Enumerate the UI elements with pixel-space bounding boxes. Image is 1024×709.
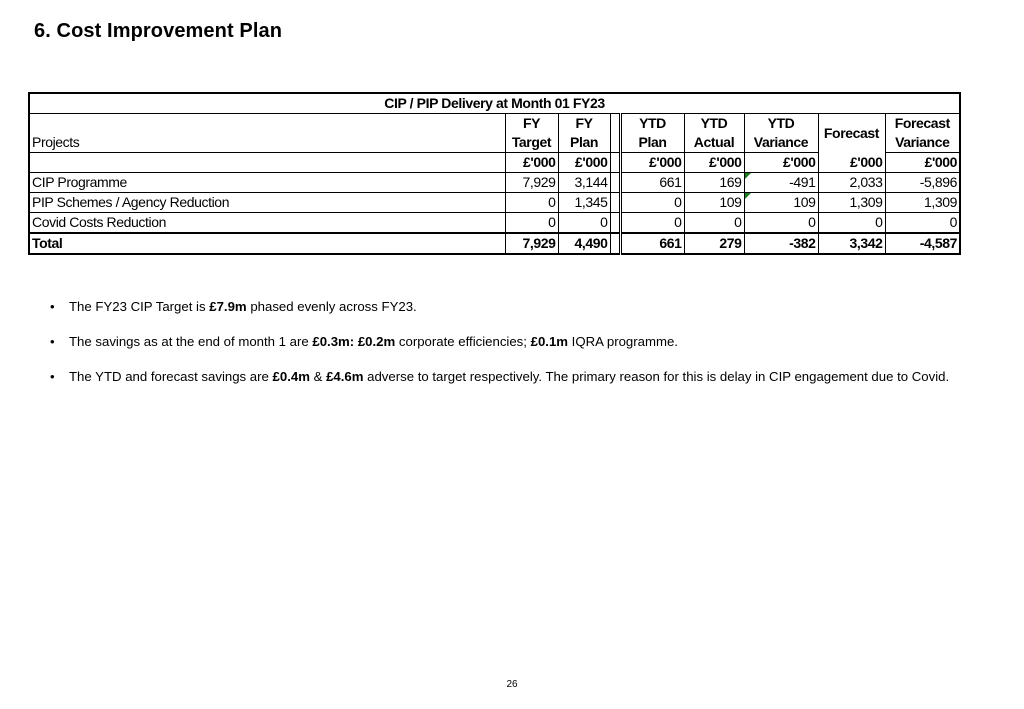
unit-label: £'000: [558, 153, 610, 173]
total-fy-plan: 4,490: [558, 233, 610, 254]
row-project-name: CIP Programme: [29, 173, 505, 193]
row-project-name: PIP Schemes / Agency Reduction: [29, 193, 505, 213]
total-ytd-variance: -382: [744, 233, 818, 254]
cip-table-container: [28, 92, 959, 255]
table-title: CIP / PIP Delivery at Month 01 FY23: [29, 93, 960, 114]
header-ytd-plan-2: Plan: [620, 133, 684, 153]
cell-fy-target: 7,929: [505, 173, 558, 193]
cell-fy-plan: 1,345: [558, 193, 610, 213]
total-fy-target: 7,929: [505, 233, 558, 254]
header-ytd-actual: YTD: [684, 114, 744, 134]
total-ytd-plan: 661: [620, 233, 684, 254]
header-forecast-variance: Forecast: [885, 114, 960, 134]
comment-flag-icon: [745, 173, 751, 179]
bullet-dot-icon: •: [50, 334, 55, 349]
table-row: [29, 213, 960, 234]
header-fy-target: FY: [505, 114, 558, 134]
cell-fy-target: 0: [505, 193, 558, 213]
cell-fy-plan: 3,144: [558, 173, 610, 193]
unit-label: £'000: [744, 153, 818, 173]
cell-forecast: 2,033: [818, 173, 885, 193]
page-number: 26: [506, 679, 518, 690]
cell-ytd-actual: 169: [684, 173, 744, 193]
cell-fy-target: 0: [505, 213, 558, 234]
cell-forecast: 0: [818, 213, 885, 234]
bullet-dot-icon: •: [50, 299, 55, 314]
header-ytd-plan: YTD: [620, 114, 684, 134]
header-forecast: Forecast: [818, 114, 885, 153]
row-project-name: Covid Costs Reduction: [29, 213, 505, 234]
bullet-item: • The FY23 CIP Target is £7.9m phased evenly across FY23.: [50, 299, 417, 314]
header-row-1: [29, 114, 960, 134]
total-label: Total: [29, 233, 505, 254]
unit-label: £'000: [885, 153, 960, 173]
unit-label: £'000: [505, 153, 558, 173]
comment-flag-icon: [745, 193, 751, 199]
total-row: [29, 233, 960, 254]
total-forecast-variance: -4,587: [885, 233, 960, 254]
total-forecast: 3,342: [818, 233, 885, 254]
table-row: [29, 193, 960, 213]
cell-ytd-plan: 661: [620, 173, 684, 193]
cell-ytd-variance: -491: [744, 173, 818, 193]
total-ytd-actual: 279: [684, 233, 744, 254]
commentary-bullets: [50, 298, 1002, 403]
header-ytd-variance-2: Variance: [744, 133, 818, 153]
table-row: [29, 173, 960, 193]
cell-forecast-variance: 1,309: [885, 193, 960, 213]
header-fy-plan-2: Plan: [558, 133, 610, 153]
cell-forecast: 1,309: [818, 193, 885, 213]
units-row: [29, 153, 960, 173]
header-fy-target-2: Target: [505, 133, 558, 153]
cell-ytd-plan: 0: [620, 193, 684, 213]
cell-ytd-plan: 0: [620, 213, 684, 234]
cell-fy-plan: 0: [558, 213, 610, 234]
bullet-item: • The YTD and forecast savings are £0.4m & £4.6m adverse to target respectively. The primary reason for this is delay in CIP engagement due to Covid.: [50, 369, 950, 384]
unit-label: £'000: [818, 153, 885, 173]
bullet-item: • The savings as at the end of month 1 are £0.3m: £0.2m corporate efficiencies; £0.1m IQRA programme.: [50, 334, 678, 349]
cell-ytd-variance: 109: [744, 193, 818, 213]
header-ytd-actual-2: Actual: [684, 133, 744, 153]
unit-label: £'000: [620, 153, 684, 173]
header-ytd-variance: YTD: [744, 114, 818, 134]
unit-label: £'000: [684, 153, 744, 173]
header-forecast-variance-2: Variance: [885, 133, 960, 153]
header-fy-plan: FY: [558, 114, 610, 134]
table-title-row: [29, 93, 960, 114]
cip-delivery-table: [28, 92, 961, 255]
header-projects: Projects: [29, 133, 505, 153]
cell-forecast-variance: -5,896: [885, 173, 960, 193]
page-title: 6. Cost Improvement Plan: [34, 20, 283, 42]
bullet-dot-icon: •: [50, 369, 55, 384]
cell-ytd-actual: 109: [684, 193, 744, 213]
cell-ytd-actual: 0: [684, 213, 744, 234]
cell-ytd-variance: 0: [744, 213, 818, 234]
cell-forecast-variance: 0: [885, 213, 960, 234]
